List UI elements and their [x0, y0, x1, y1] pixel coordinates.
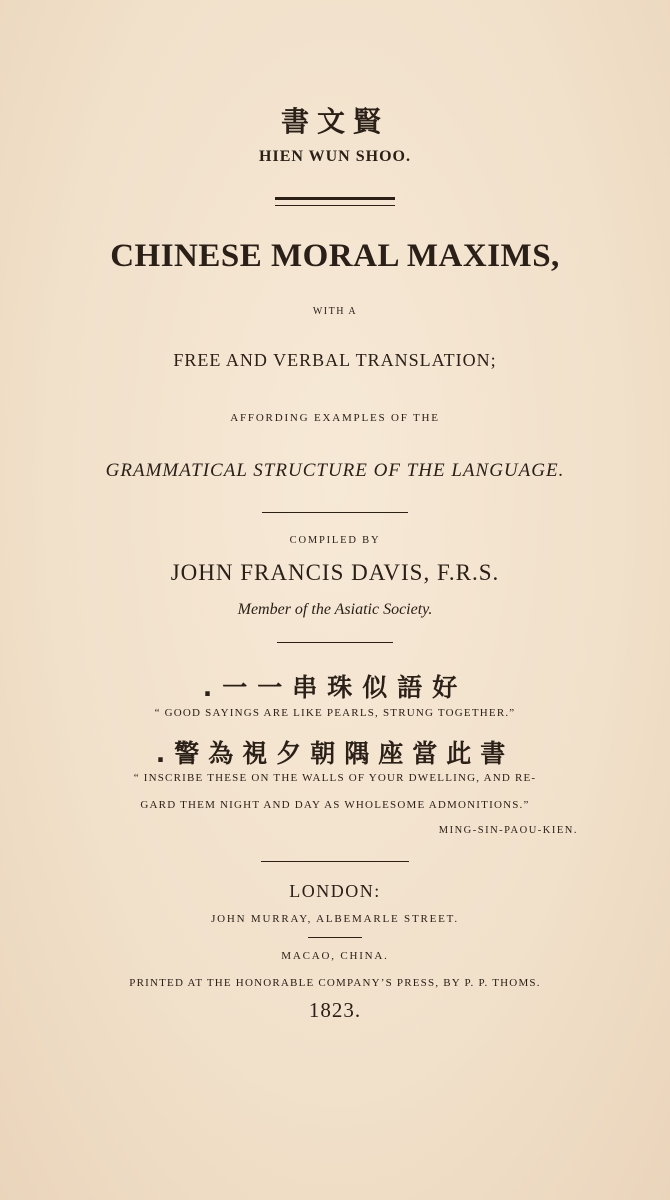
- printed-line: PRINTED AT THE HONORABLE COMPANY’S PRESS, BY P. P. THOMS.: [129, 977, 541, 989]
- maxim2-english-line1: “ INSCRIBE THESE ON THE WALLS OF YOUR DWELLING, AND RE-: [133, 772, 537, 784]
- compiled-by: COMPILED BY: [289, 535, 381, 546]
- rule-1: [262, 512, 408, 513]
- author-name: JOHN FRANCIS DAVIS, F.R.S.: [170, 560, 500, 585]
- maxim2-english-line2: GARD THEM NIGHT AND DAY AS WHOLESOME ADMONITIONS.”: [140, 799, 530, 811]
- rule-2: [277, 642, 393, 643]
- main-title: CHINESE MORAL MAXIMS,: [110, 238, 560, 274]
- maxim1-chinese: .一一串珠似語好: [202, 673, 468, 702]
- member-line: Member of the Asiatic Society.: [237, 601, 433, 618]
- chinese-title: 書文賢: [280, 105, 389, 138]
- romanized-title: HIEN WUN SHOO.: [259, 148, 411, 165]
- translation-line: FREE AND VERBAL TRANSLATION;: [173, 350, 497, 370]
- london: LONDON:: [289, 881, 381, 901]
- affording-line: AFFORDING EXAMPLES OF THE: [230, 412, 440, 424]
- publisher: JOHN MURRAY, ALBEMARLE STREET.: [211, 913, 459, 925]
- grammatical-line: GRAMMATICAL STRUCTURE OF THE LANGUAGE.: [105, 460, 565, 481]
- macao: MACAO, CHINA.: [281, 950, 389, 962]
- rule-3: [261, 861, 409, 862]
- with-a-line: WITH A: [312, 306, 358, 317]
- maxim1-english: “ GOOD SAYINGS ARE LIKE PEARLS, STRUNG TOGETHER.”: [154, 707, 516, 719]
- title-double-rule: [275, 197, 395, 206]
- maxim-source: MING-SIN-PAOU-KIEN.: [438, 825, 578, 836]
- maxim2-chinese: .警為視夕朝隅座當此書: [155, 739, 515, 768]
- rule-4: [308, 937, 362, 938]
- year: 1823.: [308, 998, 362, 1022]
